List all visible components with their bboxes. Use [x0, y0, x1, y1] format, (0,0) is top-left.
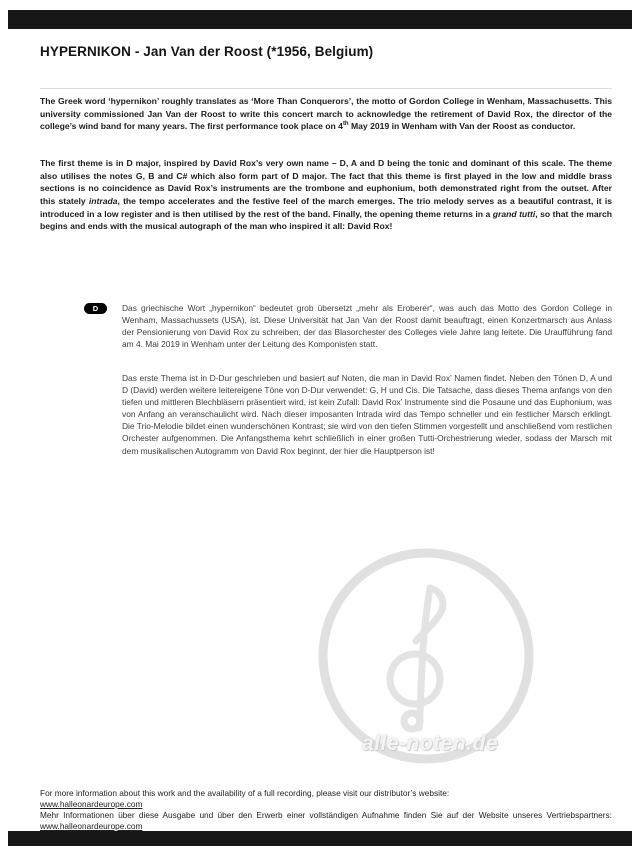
- distributor-link-german[interactable]: www.halleonardeurope.com: [40, 820, 143, 831]
- text-segment: , the tempo accelerates and the festive feel of the march emerges. The trio melody serves as a beautiful contrast, it is introduced in a low register and is then utilised by the rest of the band. Finally, the opening theme returns in a: [40, 195, 612, 219]
- footer-english-line: For more information about this work and the availability of a full recording, please visit our distributor’s website:: [40, 788, 450, 798]
- text-segment: The Greek word ‘hypernikon’ roughly translates as ‘More Than Conquerors’, the motto of Gordon College in Wenham, Massachusetts. This university commissioned Jan Van der Roost to write this concert march to acknowledge the retirement of David Rox, the director of the college’s wind band for many years. The first performance took place on 4: [40, 96, 612, 132]
- footer: [40, 788, 612, 832]
- german-paragraph-1: Das griechische Wort „hypernikon“ bedeutet grob übersetzt „mehr als Eroberer“, was auch das Motto des Gordon College in Wenham, Massachussets (USA), ist. Diese Universität hat Jan Van der Roost damit beauftragt, einen Konzertmarsch aus Anlass der Pensionierung von David Rox zu schreiben, der das Blasorchester des Colleges viele Jahre lang leitete. Die Uraufführung fand am 4. Mai 2019 in Wenham unter der Leitung des Komponisten statt.: [122, 303, 612, 350]
- title-divider: [40, 88, 612, 89]
- page-title: HYPERNIKON - Jan Van der Roost (*1956, Belgium): [40, 44, 374, 59]
- watermark-text: alle-noten.de: [362, 732, 499, 755]
- english-paragraph-1: [40, 95, 612, 133]
- german-paragraph-2: Das erste Thema ist in D-Dur geschrieben und basiert auf Noten, die man in David Rox’ Namen findet. Neben den Tönen D, A und D (David) werden weitere leitereigene Töne von D-Dur verwendet: G, H und Cis. Die Tatsache, dass dieses Thema anfangs von den tiefen und mittleren Blechbläsern präsentiert wird, ist kein Zufall: David Rox’ Instrumente sind die Posaune und das Euphonium, was von Anfang an veranschaulicht wird. Nach dieser imposanten Intrada wird das Tempo schneller und ein festlicher Marsch erklingt. Die Trio-Melodie bildet einen wunderschönen Kontrast; sie wird von den tiefen Stimmen vorgestellt und anschließend vom restlichen Orchester aufgenommen. Die Anfangsthema kehrt schließlich in einer großen Tutti-Orchestrierung wieder, sodass der Marsch mit dem musikalischen Autogramm von David Rox beginnt, der hier die Hauptperson ist!: [122, 373, 612, 456]
- top-rule-bar: [8, 10, 632, 29]
- superscript-text: th: [342, 121, 349, 128]
- italic-text: grand tutti: [492, 208, 536, 219]
- distributor-link-english[interactable]: www.halleonardeurope.com: [40, 798, 143, 809]
- text-segment: Mehr Informationen über diese Ausgabe und über den Erwerb einer vollständigen Aufnahme finden Sie auf der Website unseres Vertriebspartners:: [40, 809, 612, 820]
- text-segment: , so that the march begins and ends with the musical autograph of the man who inspired it all: David Rox!: [40, 208, 613, 232]
- german-badge-label: D: [92, 304, 99, 313]
- publisher-watermark: [308, 538, 544, 774]
- german-language-badge: [84, 303, 107, 314]
- text-segment: May 2019 in Wenham with Van der Roost as conductor.: [348, 121, 576, 132]
- footer-german-line: [40, 810, 612, 832]
- bottom-rule-bar: [8, 831, 632, 846]
- text-segment: The first theme is in D major, inspired by David Rox’s very own name – D, A and D being the tonic and dominant of this scale. The theme also utilises the notes G, B and C# which also form part of D major. The fact that this theme is first played in the low and middle brass sections is no coincidence as David Rox’s instruments are the trombone and euphonium, both demonstrated right from the outset. After this stately: [40, 158, 612, 206]
- english-paragraph-2: [40, 157, 612, 233]
- italic-text: intrada: [88, 195, 118, 206]
